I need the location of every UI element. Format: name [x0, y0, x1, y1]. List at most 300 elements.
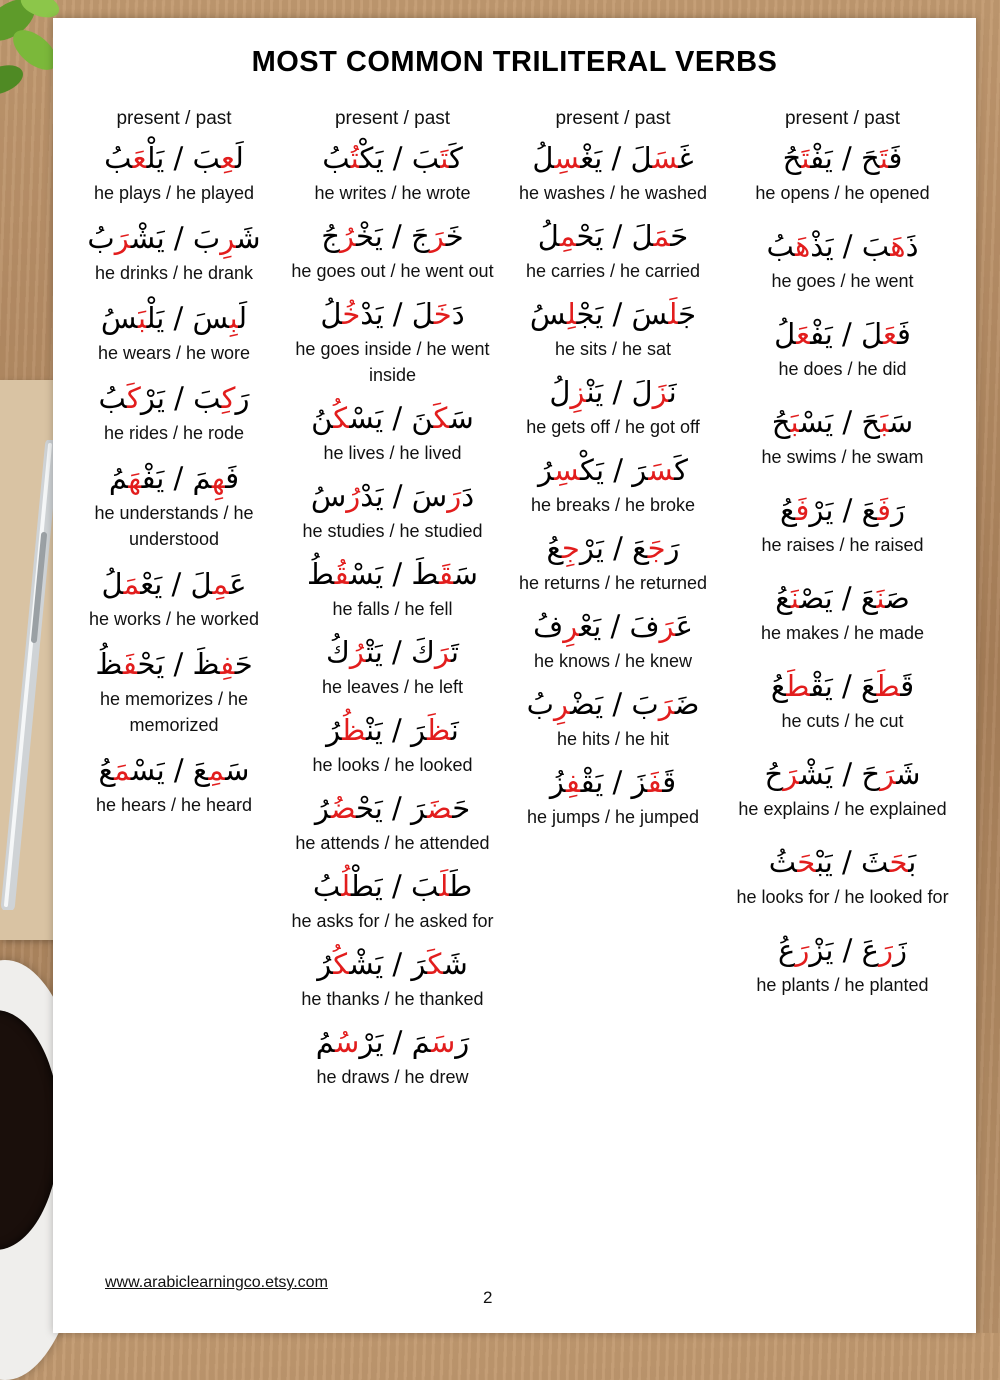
present-verb-segment: جُ	[321, 219, 340, 253]
past-verb-middle-radical: سَ	[430, 1025, 456, 1059]
past-verb-segment: فَ	[225, 461, 240, 495]
present-verb-segment: بُ	[104, 141, 133, 175]
present-verb-segment: حُ	[771, 405, 791, 439]
english-translation: he carries / he carried	[525, 261, 701, 281]
past-verb-segment: لَ	[238, 301, 248, 335]
verb-entry	[280, 630, 505, 700]
english-translation: he cuts / he cut	[781, 711, 904, 731]
column-header: present / past	[334, 108, 451, 129]
verb-entry	[725, 576, 960, 646]
present-verb-segment: يَشْ	[799, 757, 834, 791]
present-verb-segment: يَرْ	[140, 381, 165, 415]
arabic-verb	[280, 552, 505, 596]
verb-entry	[503, 214, 723, 284]
verb-entry	[725, 928, 960, 998]
past-verb-segment: نَ	[450, 713, 459, 747]
present-verb-segment: يَسْ	[130, 753, 165, 787]
past-verb-middle-radical: تَ	[440, 141, 449, 175]
arabic-verb	[503, 214, 723, 258]
slash-separator: /	[832, 845, 861, 879]
past-verb-segment: قَ	[662, 765, 677, 799]
slash-separator: /	[603, 375, 632, 409]
present-verb-segment: يَذْ	[810, 229, 834, 263]
past-verb-middle-radical: فِ	[220, 647, 235, 681]
slash-separator: /	[383, 947, 412, 981]
verb-entry	[725, 752, 960, 822]
slash-separator: /	[164, 381, 194, 415]
slash-separator: /	[604, 453, 633, 487]
verb-column-2	[280, 106, 505, 1098]
english-translation: he hits / he hit	[556, 729, 670, 749]
arabic-verb	[69, 216, 279, 260]
english-translation: he lives / he lived	[323, 443, 462, 463]
arabic-verb	[503, 370, 723, 414]
past-verb-middle-radical: عِ	[221, 141, 235, 175]
present-verb-middle-radical: ظُ	[342, 713, 366, 747]
slash-separator: /	[603, 219, 632, 253]
english-translation: he plays / he played	[93, 183, 255, 203]
present-verb-segment: يَقْ	[580, 765, 604, 799]
past-verb-segment: عَ	[229, 567, 247, 601]
verb-entry	[725, 840, 960, 910]
verb-entry	[69, 562, 279, 632]
present-verb-middle-radical: طَ	[786, 669, 811, 703]
present-verb-segment: يَرْ	[809, 493, 834, 527]
present-verb-segment: يَسْ	[799, 405, 834, 439]
slash-separator: /	[603, 765, 632, 799]
column-header: present / past	[784, 108, 901, 129]
present-verb-segment: يَزْ	[809, 933, 834, 967]
arabic-verb	[503, 604, 723, 648]
past-verb-segment: طَ	[411, 557, 439, 591]
present-verb-segment: مُ	[315, 1025, 336, 1059]
past-verb-segment: حَ	[452, 791, 471, 825]
present-verb-segment: يَجْ	[576, 297, 604, 331]
present-verb-segment: حُ	[764, 757, 784, 791]
english-translation: he washes / he washed	[518, 183, 708, 203]
slash-separator: /	[832, 141, 862, 175]
past-verb-segment: عَ	[861, 669, 877, 703]
present-verb-segment: رُ	[538, 453, 555, 487]
english-translation: he thanks / he thanked	[301, 989, 484, 1009]
slash-separator: /	[603, 297, 632, 331]
present-verb-segment: يَدْ	[360, 297, 384, 331]
verb-entry	[280, 552, 505, 622]
past-verb-middle-radical: مِ	[212, 567, 230, 601]
past-verb-segment: رَ	[455, 1025, 470, 1059]
english-translation: he plants / he planted	[756, 975, 929, 995]
arabic-verb	[725, 312, 960, 356]
arabic-verb	[69, 642, 279, 686]
english-translation: he explains / he explained	[738, 799, 947, 819]
present-verb-middle-radical: كُ	[333, 401, 350, 435]
present-verb-segment: لُ	[320, 297, 343, 331]
english-translation: he opens / he opened	[755, 183, 930, 203]
past-verb-middle-radical: هِ	[211, 461, 226, 495]
present-verb-middle-radical: رَ	[795, 933, 810, 967]
present-verb-segment: يَقْ	[810, 669, 833, 703]
page-number: 2	[483, 1288, 493, 1307]
past-verb-segment: صَ	[885, 581, 910, 615]
arabic-verb	[69, 136, 279, 180]
arabic-verb	[503, 760, 723, 804]
verb-entry	[725, 488, 960, 558]
present-verb-middle-radical: سِ	[554, 141, 581, 175]
present-verb-segment: يَفْ	[810, 317, 833, 351]
slash-separator: /	[833, 493, 862, 527]
past-verb-segment: بَ	[411, 869, 440, 903]
present-verb-middle-radical: فِ	[565, 765, 581, 799]
present-verb-segment: يَفْ	[141, 461, 165, 495]
verb-entry	[280, 786, 505, 856]
past-verb-segment: حَ	[861, 405, 881, 439]
english-translation: he drinks / he drank	[94, 263, 254, 283]
present-verb-middle-radical: رُ	[349, 635, 366, 669]
past-verb-segment: لَ	[190, 567, 213, 601]
past-verb-segment: لَ	[411, 297, 434, 331]
english-translation: he hears / he heard	[95, 795, 253, 815]
arabic-verb	[503, 682, 723, 726]
past-verb-segment: تَ	[450, 635, 459, 669]
verb-column-4	[725, 106, 960, 1016]
verb-column-1	[69, 106, 279, 828]
verb-entry	[69, 136, 279, 206]
english-translation: he studies / he studied	[302, 521, 483, 541]
past-verb-segment: كَ	[449, 141, 463, 175]
arabic-verb	[725, 664, 960, 708]
present-verb-segment: يَعْ	[579, 609, 602, 643]
present-verb-segment: يَضْ	[569, 687, 604, 721]
present-verb-segment: يَكْ	[579, 453, 605, 487]
past-verb-segment: لَ	[631, 375, 653, 409]
past-verb-middle-radical: خَ	[433, 297, 452, 331]
past-verb-segment: عَ	[861, 933, 879, 967]
present-verb-middle-radical: لِ	[566, 297, 577, 331]
english-translation: he looks for / he looked for	[736, 887, 949, 907]
slash-separator: /	[601, 609, 630, 643]
verb-entry	[280, 214, 505, 284]
past-verb-middle-radical: رَ	[658, 687, 675, 721]
arabic-verb	[280, 708, 505, 752]
slash-separator: /	[382, 219, 412, 253]
present-verb-middle-radical: تُ	[350, 141, 360, 175]
present-verb-segment: عُ	[546, 531, 562, 565]
past-verb-middle-radical: طَ	[876, 669, 901, 703]
arabic-verb	[725, 752, 960, 796]
present-verb-middle-radical: رِ	[563, 609, 580, 643]
past-verb-middle-radical: رَ	[880, 757, 897, 791]
past-verb-segment: طَ	[449, 869, 473, 903]
present-verb-segment: عُ	[778, 933, 796, 967]
slash-separator: /	[832, 581, 861, 615]
past-verb-segment: سَ	[192, 301, 230, 335]
english-translation: he writes / he wrote	[314, 183, 471, 203]
present-verb-segment: يَبْ	[815, 845, 833, 879]
past-verb-segment: ذَ	[905, 229, 919, 263]
verb-entry	[280, 708, 505, 778]
past-verb-segment: حَ	[670, 219, 689, 253]
present-verb-segment: يَلْ	[146, 301, 165, 335]
verb-entry	[503, 370, 723, 440]
present-verb-middle-radical: سُ	[335, 1025, 360, 1059]
slash-separator: /	[382, 869, 411, 903]
past-verb-middle-radical: تَ	[879, 141, 889, 175]
english-translation: he attends / he attended	[295, 833, 490, 853]
arabic-verb	[280, 942, 505, 986]
slash-separator: /	[164, 647, 193, 681]
past-verb-segment: نَ	[411, 401, 434, 435]
arabic-verb	[725, 136, 960, 180]
past-verb-segment: عَ	[675, 609, 693, 643]
present-verb-middle-radical: مِ	[559, 219, 577, 253]
pen-decoration	[0, 440, 60, 910]
past-verb-segment: سَ	[888, 405, 914, 439]
verb-entry	[503, 448, 723, 518]
slash-separator: /	[164, 461, 193, 495]
past-verb-segment: عَ	[632, 531, 648, 565]
footer-link[interactable]: www.arabiclearningco.etsy.com	[105, 1274, 328, 1291]
past-verb-segment: لَ	[630, 141, 653, 175]
past-verb-middle-radical: حَ	[889, 845, 909, 879]
arabic-verb	[69, 376, 279, 420]
present-verb-segment: حُ	[782, 141, 802, 175]
slash-separator: /	[833, 405, 862, 439]
past-verb-segment: دَ	[451, 297, 465, 331]
slash-separator: /	[164, 301, 193, 335]
past-verb-segment: لَ	[631, 219, 654, 253]
past-verb-segment: سَ	[449, 401, 474, 435]
present-verb-segment: لُ	[549, 375, 571, 409]
slash-separator: /	[833, 229, 862, 263]
past-verb-segment: كَ	[674, 453, 688, 487]
arabic-verb	[69, 748, 279, 792]
slash-separator: /	[833, 757, 862, 791]
verb-entry	[280, 474, 505, 544]
present-verb-segment: لُ	[537, 219, 560, 253]
present-verb-segment: يَخْ	[356, 219, 383, 253]
arabic-verb	[503, 448, 723, 492]
slash-separator: /	[383, 141, 412, 175]
past-verb-segment: مَ	[192, 461, 212, 495]
present-verb-middle-radical: بَ	[137, 301, 147, 335]
present-verb-segment: يَسْ	[349, 401, 384, 435]
page-title: MOST COMMON TRILITERAL VERBS	[251, 46, 778, 78]
slash-separator: /	[383, 401, 412, 435]
present-verb-middle-radical: هَ	[128, 461, 142, 495]
present-verb-segment: يَطْ	[350, 869, 383, 903]
past-verb-segment: بَ	[193, 381, 222, 415]
past-verb-middle-radical: سَ	[652, 141, 679, 175]
present-verb-middle-radical: جِ	[561, 531, 580, 565]
arabic-verb	[725, 488, 960, 532]
present-verb-segment: بُ	[526, 687, 554, 721]
past-verb-middle-radical: بِ	[229, 301, 239, 335]
arabic-verb	[725, 576, 960, 620]
slash-separator: /	[164, 141, 193, 175]
past-verb-segment: ثَ	[860, 845, 890, 879]
arabic-verb	[280, 630, 505, 674]
past-verb-middle-radical: نَ	[876, 581, 886, 615]
arabic-verb	[69, 296, 279, 340]
present-verb-segment: يَسْ	[349, 557, 384, 591]
present-verb-middle-radical: رَ	[114, 221, 131, 255]
past-verb-middle-radical: رِ	[220, 221, 237, 255]
english-translation: he asks for / he asked for	[291, 911, 494, 931]
past-verb-segment: حَ	[234, 647, 253, 681]
past-verb-segment: لَ	[235, 141, 244, 175]
past-verb-middle-radical: رَ	[429, 219, 446, 253]
slash-separator: /	[832, 669, 862, 703]
past-verb-middle-radical: فَ	[647, 765, 663, 799]
past-verb-segment: بَ	[411, 141, 441, 175]
present-verb-segment: فُ	[533, 609, 564, 643]
past-verb-middle-radical: رَ	[878, 933, 893, 967]
past-verb-middle-radical: رَ	[434, 635, 451, 669]
past-verb-middle-radical: كِ	[221, 381, 236, 415]
past-verb-middle-radical: لَ	[668, 297, 679, 331]
past-verb-middle-radical: كَ	[427, 947, 444, 981]
past-verb-segment: بَ	[631, 687, 659, 721]
verb-entry	[503, 526, 723, 596]
present-verb-segment: يَعْ	[140, 567, 163, 601]
past-verb-middle-radical: ظَ	[427, 713, 451, 747]
verb-entry	[69, 748, 279, 818]
arabic-verb	[725, 840, 960, 884]
past-verb-segment: بَ	[908, 845, 917, 879]
past-verb-segment: فَ	[888, 141, 903, 175]
present-verb-middle-radical: فَ	[795, 493, 810, 527]
present-verb-segment: رُ	[326, 713, 343, 747]
past-verb-segment: حَ	[861, 141, 880, 175]
english-translation: he memorizes / he memorized	[99, 689, 249, 735]
present-verb-middle-radical: تَ	[801, 141, 811, 175]
past-verb-segment: حَ	[861, 757, 881, 791]
present-verb-segment: يَكْ	[359, 141, 384, 175]
verb-entry	[503, 682, 723, 752]
arabic-verb	[69, 456, 279, 500]
past-verb-segment: عَ	[192, 753, 209, 787]
past-verb-segment: نَ	[668, 375, 677, 409]
verb-entry	[503, 760, 723, 830]
present-verb-middle-radical: كَ	[127, 381, 141, 415]
arabic-verb	[69, 562, 279, 606]
past-verb-segment: رَ	[235, 381, 250, 415]
present-verb-segment: سُ	[310, 479, 347, 513]
verb-entry	[503, 604, 723, 674]
past-verb-segment: بَ	[192, 221, 221, 255]
arabic-verb	[725, 224, 960, 268]
past-verb-middle-radical: رَ	[659, 609, 676, 643]
past-verb-middle-radical: جَ	[647, 531, 666, 565]
present-verb-segment: طُ	[307, 557, 335, 591]
english-translation: he makes / he made	[760, 623, 925, 643]
verb-entry	[280, 136, 505, 206]
arabic-verb	[280, 396, 505, 440]
past-verb-segment: ضَ	[674, 687, 700, 721]
past-verb-segment: بَ	[861, 229, 891, 263]
past-verb-segment: عَ	[860, 581, 877, 615]
english-translation: he raises / he raised	[761, 535, 924, 555]
past-verb-segment: فَ	[897, 317, 911, 351]
past-verb-middle-radical: كَ	[433, 401, 450, 435]
past-verb-segment: بَ	[192, 141, 221, 175]
english-translation: he goes / he went	[771, 271, 914, 291]
verb-entry	[725, 400, 960, 470]
past-verb-middle-radical: فَ	[877, 493, 891, 527]
slash-separator: /	[383, 557, 412, 591]
arabic-verb	[503, 526, 723, 570]
verb-entry	[280, 1020, 505, 1090]
present-verb-segment: يَحْ	[356, 791, 383, 825]
past-verb-middle-radical: مَ	[653, 219, 671, 253]
verb-entry	[725, 224, 960, 294]
present-verb-segment: لُ	[532, 141, 555, 175]
past-verb-segment: قَ	[900, 669, 915, 703]
arabic-verb	[280, 1020, 505, 1064]
english-translation: he jumps / he jumped	[526, 807, 700, 827]
verb-entry	[725, 664, 960, 734]
english-translation: he draws / he drew	[316, 1067, 469, 1087]
present-verb-segment: يَنْ	[365, 713, 383, 747]
past-verb-segment: رَ	[890, 493, 905, 527]
past-verb-segment: رَ	[665, 531, 680, 565]
english-translation: he returns / he returned	[518, 573, 708, 593]
present-verb-segment: ظُ	[95, 647, 123, 681]
present-verb-middle-radical: رَ	[783, 757, 800, 791]
english-translation: he goes out / he went out	[291, 261, 494, 281]
verb-entry	[725, 312, 960, 382]
verb-entry	[725, 136, 960, 206]
past-verb-segment: رَ	[411, 947, 428, 981]
column-header: present / past	[555, 108, 671, 129]
present-verb-middle-radical: مَ	[113, 753, 131, 787]
past-verb-segment: لَ	[861, 317, 884, 351]
slash-separator: /	[162, 567, 191, 601]
present-verb-middle-radical: حَ	[797, 845, 816, 879]
present-verb-segment: يَرْ	[579, 531, 604, 565]
english-translation: he gets off / he got off	[526, 417, 700, 437]
present-verb-segment: بُ	[766, 229, 795, 263]
arabic-verb	[280, 292, 505, 336]
past-verb-middle-radical: سَ	[648, 453, 675, 487]
verb-entry	[503, 292, 723, 362]
past-verb-middle-radical: عَ	[883, 317, 898, 351]
past-verb-segment: سَ	[225, 753, 250, 787]
past-verb-segment: شَ	[236, 221, 261, 255]
slash-separator: /	[164, 221, 193, 255]
past-verb-middle-radical: مِ	[208, 753, 226, 787]
past-verb-segment: عَ	[861, 493, 878, 527]
column-header: present / past	[116, 108, 232, 129]
past-verb-segment: زَ	[892, 933, 907, 967]
english-translation: he leaves / he left	[321, 677, 464, 697]
past-verb-segment: غَ	[678, 141, 694, 175]
present-verb-segment: بُ	[322, 141, 351, 175]
present-verb-segment: لُ	[101, 567, 124, 601]
present-verb-middle-radical: كُ	[333, 947, 350, 981]
past-verb-middle-radical: هَ	[890, 229, 906, 263]
past-verb-segment: سَ	[411, 479, 448, 513]
verb-entry	[503, 136, 723, 206]
present-verb-middle-radical: رِ	[553, 687, 570, 721]
slash-separator: /	[382, 713, 411, 747]
past-verb-segment: شَ	[896, 757, 921, 791]
past-verb-segment: خَ	[445, 219, 464, 253]
english-translation: he looks / he looked	[312, 755, 473, 775]
arabic-verb	[280, 136, 505, 180]
present-verb-middle-radical: زِ	[570, 375, 587, 409]
present-verb-segment: يَدْ	[360, 479, 384, 513]
